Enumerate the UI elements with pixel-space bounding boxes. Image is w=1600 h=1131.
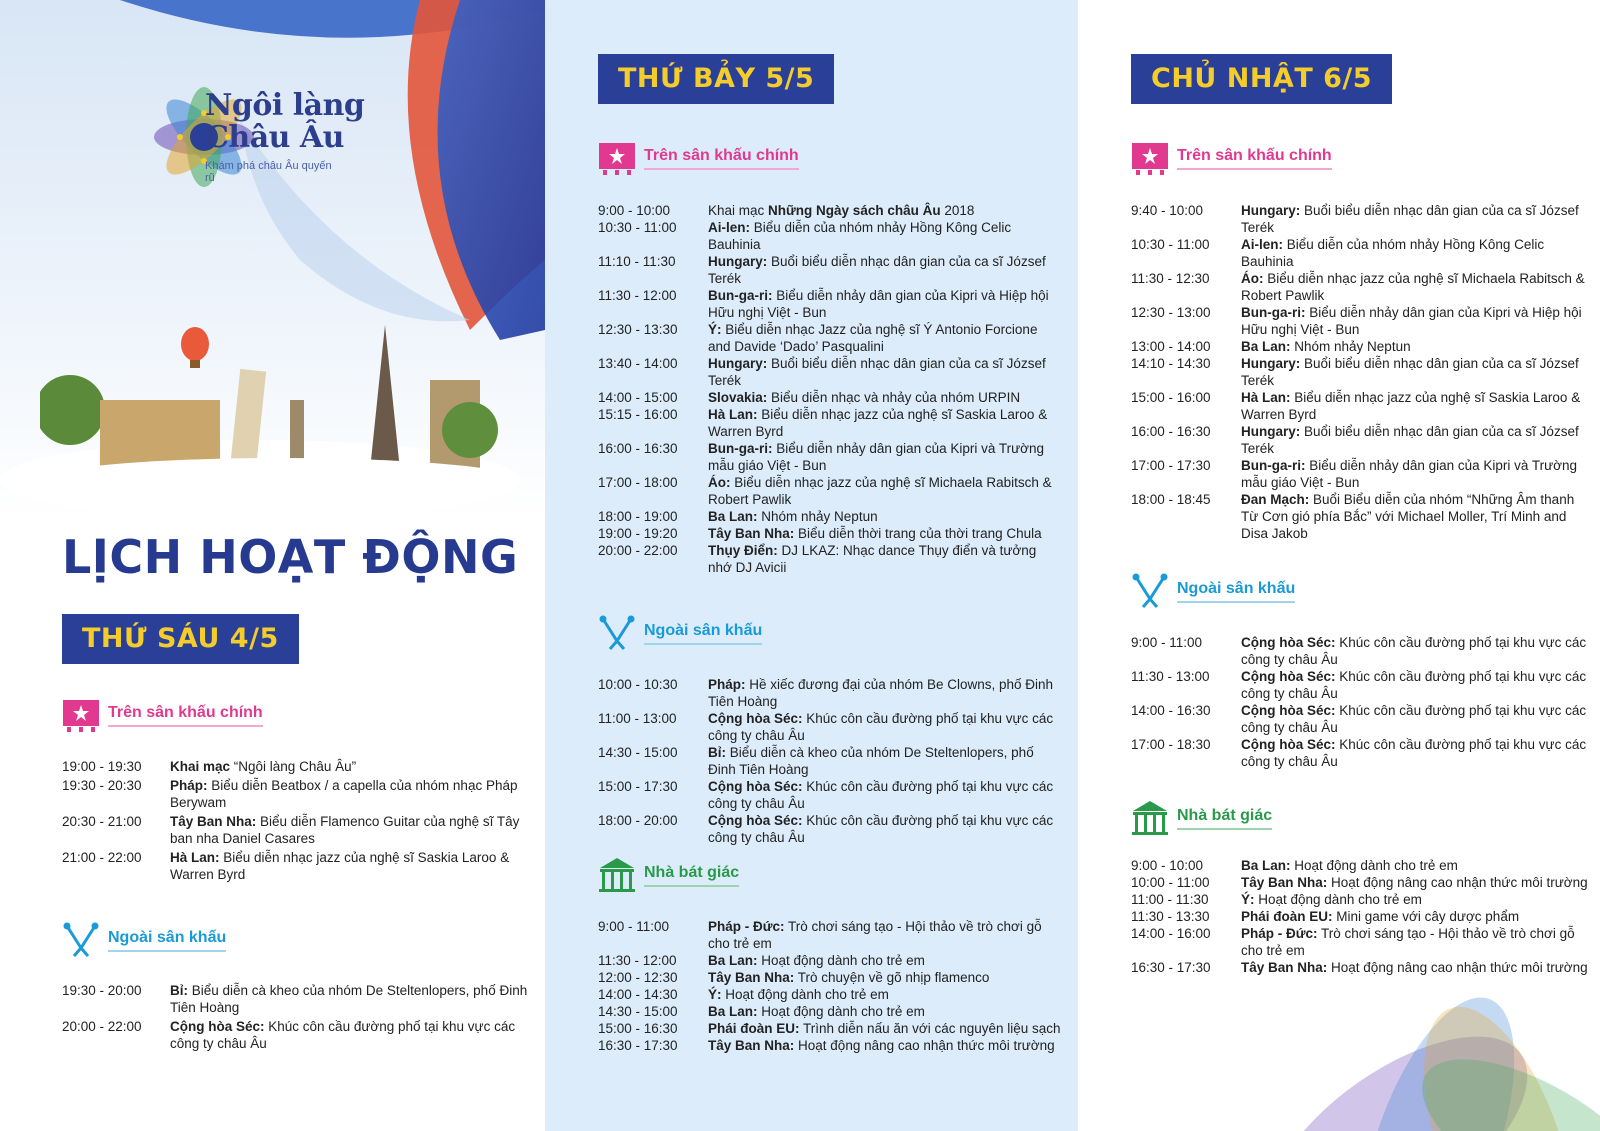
event-row: 20:30 - 21:00 Tây Ban Nha: Biểu diễn Flamenco Guitar của nghệ sĩ Tây ban nha Daniel Casares bbox=[62, 814, 520, 846]
event-row: 19:30 - 20:00 Bỉ: Biểu diễn cà kheo của nhóm De Steltenlopers, phố Đinh Tiên Hoàng bbox=[62, 983, 528, 1015]
event-row: 14:30 - 15:00 Bỉ: Biểu diễn cà kheo của nhóm De Steltenlopers, phố Đinh Tiên Hoàng bbox=[598, 745, 1034, 777]
event-row: 17:00 - 18:00 Áo: Biểu diễn nhạc jazz của nghệ sĩ Michaela Rabitsch & Robert Pawlik bbox=[598, 475, 1052, 507]
event-row: 18:00 - 18:45 Đan Mạch: Buổi Biểu diễn của nhóm “Những Âm thanh Từ Cơn gió phía Bắc” với Michael Moller, Trí Minh and Disa Jakob bbox=[1131, 492, 1575, 541]
event-row: 11:30 - 12:00 Ba Lan: Hoạt động dành cho trẻ em bbox=[598, 953, 925, 968]
event-row: 12:30 - 13:30 Ý: Biểu diễn nhạc Jazz của nghệ sĩ Ý Antonio Forcione and Davide ‘Dado’ Pasqualini bbox=[598, 322, 1038, 354]
event-row: 10:30 - 11:00 Ai-len: Biểu diễn của nhóm nhảy Hồng Kông Celic Bauhinia bbox=[1131, 237, 1545, 269]
event-row: 14:00 - 15:00 Slovakia: Biểu diễn nhạc và nhảy của nhóm URPIN bbox=[598, 390, 1021, 405]
logo-title: Ngôi làng Châu Âu bbox=[205, 88, 365, 155]
section-label: Ngoài sân khấu bbox=[1177, 580, 1295, 603]
page-title: LỊCH HOẠT ĐỘNG bbox=[62, 530, 519, 584]
event-row: 19:00 - 19:20 Tây Ban Nha: Biểu diễn thời trang của thời trang Chula bbox=[598, 526, 1042, 541]
event-list-saturday-gazebo bbox=[598, 918, 1063, 1054]
event-row: 15:15 - 16:00 Hà Lan: Biểu diễn nhạc jazz của nghệ sĩ Saskia Laroo & Warren Byrd bbox=[598, 407, 1048, 439]
event-list-saturday-off bbox=[598, 676, 1063, 846]
right-panel bbox=[1078, 0, 1600, 1131]
section-label: Trên sân khấu chính bbox=[644, 147, 799, 170]
juggler-icon bbox=[62, 922, 100, 958]
event-row: 17:00 - 18:30 Cộng hòa Séc: Khúc côn cầu đường phố tại khu vực các công ty châu Âu bbox=[1131, 737, 1587, 769]
event-row: 16:00 - 16:30 Hungary: Buổi biểu diễn nhạc dân gian của ca sĩ József Terék bbox=[1131, 424, 1579, 456]
event-row: 14:30 - 15:00 Ba Lan: Hoạt động dành cho trẻ em bbox=[598, 1004, 925, 1019]
event-row: 14:00 - 14:30 Ý: Hoạt động dành cho trẻ em bbox=[598, 987, 889, 1002]
middle-panel bbox=[545, 0, 1078, 1131]
event-row: 15:00 - 17:30 Cộng hòa Séc: Khúc côn cầu đường phố tại khu vực các công ty châu Âu bbox=[598, 779, 1054, 811]
event-list-sunday-gazebo bbox=[1131, 857, 1591, 976]
juggler-icon bbox=[1131, 573, 1169, 609]
event-row: 10:30 - 11:00 Ai-len: Biểu diễn của nhóm nhảy Hồng Kông Celic Bauhinia bbox=[598, 220, 1012, 252]
event-row: 12:30 - 13:00 Bun-ga-ri: Biểu diễn nhảy dân gian của Kipri và Hiệp hội Hữu nghị Việt - Bun bbox=[1131, 305, 1582, 337]
event-list-sunday-main bbox=[1131, 202, 1591, 542]
section-header-off-stage bbox=[62, 922, 226, 958]
section-label: Trên sân khấu chính bbox=[1177, 147, 1332, 170]
event-row: 10:00 - 10:30 Pháp: Hề xiếc đương đại của nhóm Be Clowns, phố Đinh Tiên Hoàng bbox=[598, 677, 1054, 709]
event-row: 9:00 - 10:00 Ba Lan: Hoạt động dành cho trẻ em bbox=[1131, 858, 1458, 873]
event-row: 15:00 - 16:30 Phái đoàn EU: Trình diễn nấu ăn với các nguyên liệu sạch bbox=[598, 1021, 1061, 1036]
event-row: 19:30 - 20:30 Pháp: Biểu diễn Beatbox / a capella của nhóm nhạc Pháp Berywam bbox=[62, 778, 518, 810]
event-row: 18:00 - 19:00 Ba Lan: Nhóm nhảy Neptun bbox=[598, 509, 878, 524]
event-row: 17:00 - 17:30 Bun-ga-ri: Biểu diễn nhảy dân gian của Kipri và Trường mẫu giáo Việt - Bun bbox=[1131, 458, 1578, 490]
event-list-friday-off bbox=[62, 982, 532, 1052]
event-list-friday-main bbox=[62, 758, 532, 883]
juggler-icon bbox=[598, 615, 636, 651]
event-row: 21:00 - 22:00 Hà Lan: Biểu diễn nhạc jazz của nghệ sĩ Saskia Laroo & Warren Byrd bbox=[62, 850, 510, 882]
event-list-sunday-off bbox=[1131, 634, 1591, 770]
event-row: 11:30 - 13:00 Cộng hòa Séc: Khúc côn cầu đường phố tại khu vực các công ty châu Âu bbox=[1131, 669, 1587, 701]
event-row: 20:00 - 22:00 Cộng hòa Séc: Khúc côn cầu đường phố tại khu vực các công ty châu Âu bbox=[62, 1019, 516, 1051]
event-row: 11:10 - 11:30 Hungary: Buổi biểu diễn nhạc dân gian của ca sĩ József Terék bbox=[598, 254, 1046, 286]
day-title-saturday: THỨ BẢY 5/5 bbox=[598, 54, 834, 104]
logo-tagline: Khám phá châu Âu quyến rũ bbox=[205, 160, 332, 184]
section-label: Trên sân khấu chính bbox=[108, 704, 263, 727]
section-header-off-stage bbox=[1131, 573, 1295, 609]
decorative-petals bbox=[1178, 990, 1600, 1131]
stage-icon bbox=[598, 140, 636, 176]
day-title-friday: THỨ SÁU 4/5 bbox=[62, 614, 299, 664]
event-row: 9:00 - 11:00 Cộng hòa Séc: Khúc côn cầu đường phố tại khu vực các công ty châu Âu bbox=[1131, 635, 1587, 667]
stage-icon bbox=[62, 697, 100, 733]
section-header-main-stage bbox=[62, 697, 263, 733]
event-row: 16:00 - 16:30 Bun-ga-ri: Biểu diễn nhảy dân gian của Kipri và Trường mẫu giáo Việt - Bun bbox=[598, 441, 1045, 473]
event-row: 9:00 - 11:00 Pháp - Đức: Trò chơi sáng tạo - Hội thảo về trò chơi gỗ cho trẻ em bbox=[598, 919, 1042, 951]
event-row: 11:30 - 13:30 Phái đoàn EU: Mini game với cây dược phẩm bbox=[1131, 909, 1520, 924]
event-row: 13:40 - 14:00 Hungary: Buổi biểu diễn nhạc dân gian của ca sĩ József Terék bbox=[598, 356, 1046, 388]
event-row: 15:00 - 16:00 Hà Lan: Biểu diễn nhạc jazz của nghệ sĩ Saskia Laroo & Warren Byrd bbox=[1131, 390, 1581, 422]
stage-icon bbox=[1131, 140, 1169, 176]
gazebo-icon bbox=[598, 857, 636, 893]
event-row: 16:30 - 17:30 Tây Ban Nha: Hoạt động nâng cao nhận thức môi trường bbox=[1131, 960, 1588, 975]
event-row: 14:00 - 16:00 Pháp - Đức: Trò chơi sáng tạo - Hội thảo về trò chơi gỗ cho trẻ em bbox=[1131, 926, 1575, 958]
section-label: Ngoài sân khấu bbox=[108, 929, 226, 952]
event-row: 9:40 - 10:00 Hungary: Buổi biểu diễn nhạc dân gian của ca sĩ József Terék bbox=[1131, 203, 1579, 235]
gazebo-icon bbox=[1131, 800, 1169, 836]
day-title-sunday: CHỦ NHẬT 6/5 bbox=[1131, 54, 1392, 104]
section-label: Ngoài sân khấu bbox=[644, 622, 762, 645]
event-row: 16:30 - 17:30 Tây Ban Nha: Hoạt động nâng cao nhận thức môi trường bbox=[598, 1038, 1055, 1053]
event-row: 11:00 - 13:00 Cộng hòa Séc: Khúc côn cầu đường phố tại khu vực các công ty châu Âu bbox=[598, 711, 1054, 743]
event-row: 11:30 - 12:00 Bun-ga-ri: Biểu diễn nhảy dân gian của Kipri và Hiệp hội Hữu nghị Việt - Bun bbox=[598, 288, 1049, 320]
event-row: 19:00 - 19:30 Khai mạc “Ngôi làng Châu Âu” bbox=[62, 759, 357, 774]
event-row: 20:00 - 22:00 Thụy Điển: DJ LKAZ: Nhạc dance Thụy điển và tưởng nhớ DJ Avicii bbox=[598, 543, 1037, 575]
event-list-saturday-main bbox=[598, 202, 1063, 576]
event-row: 9:00 - 10:00 Khai mạc Những Ngày sách châu Âu 2018 bbox=[598, 203, 975, 218]
section-header-gazebo bbox=[598, 857, 739, 893]
section-label: Nhà bát giác bbox=[644, 864, 739, 887]
left-panel bbox=[0, 0, 545, 1131]
event-row: 14:00 - 16:30 Cộng hòa Séc: Khúc côn cầu đường phố tại khu vực các công ty châu Âu bbox=[1131, 703, 1587, 735]
section-label: Nhà bát giác bbox=[1177, 807, 1272, 830]
section-header-off-stage bbox=[598, 615, 762, 651]
event-row: 13:00 - 14:00 Ba Lan: Nhóm nhảy Neptun bbox=[1131, 339, 1411, 354]
event-row: 11:30 - 12:30 Áo: Biểu diễn nhạc jazz của nghệ sĩ Michaela Rabitsch & Robert Pawlik bbox=[1131, 271, 1585, 303]
event-row: 10:00 - 11:00 Tây Ban Nha: Hoạt động nâng cao nhận thức môi trường bbox=[1131, 875, 1588, 890]
section-header-gazebo bbox=[1131, 800, 1272, 836]
event-row: 14:10 - 14:30 Hungary: Buổi biểu diễn nhạc dân gian của ca sĩ József Terék bbox=[1131, 356, 1579, 388]
landmarks-illustration bbox=[40, 320, 510, 500]
event-row: 12:00 - 12:30 Tây Ban Nha: Trò chuyện về gõ nhịp flamenco bbox=[598, 970, 990, 985]
section-header-main-stage bbox=[1131, 140, 1332, 176]
section-header-main-stage bbox=[598, 140, 799, 176]
event-row: 18:00 - 20:00 Cộng hòa Séc: Khúc côn cầu đường phố tại khu vực các công ty châu Âu bbox=[598, 813, 1054, 845]
event-row: 11:00 - 11:30 Ý: Hoạt động dành cho trẻ em bbox=[1131, 892, 1422, 907]
